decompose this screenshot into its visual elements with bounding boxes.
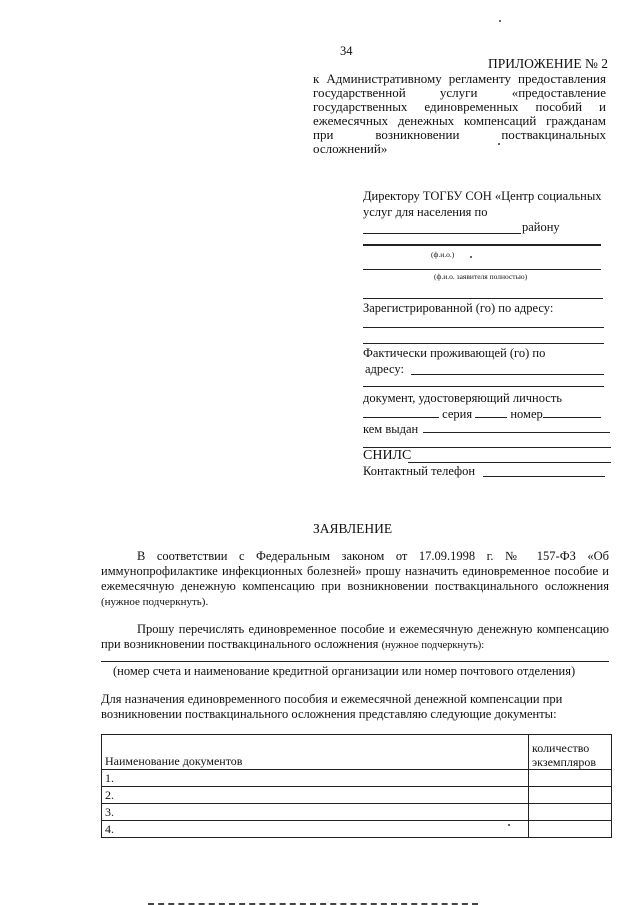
row-number: 1.: [102, 770, 529, 787]
registered-label: Зарегистрированной (го) по адресу:: [363, 301, 554, 315]
fio-line: [363, 244, 601, 246]
appendix-line: государственных единовременных пособий и: [313, 99, 606, 114]
appendix-line: государственной услуги «предоставление: [313, 85, 606, 100]
director-label: Директору ТОГБУ СОН «Центр социальных: [363, 189, 602, 203]
scan-speck: [470, 256, 472, 258]
header-copies-line: количество: [532, 741, 590, 755]
registered-address-line: [363, 343, 604, 344]
district-fill-line: [363, 233, 521, 234]
id-document-label: документ, удостоверяющий личность: [363, 391, 563, 405]
series-label: серия: [442, 407, 473, 421]
header-copies-line: экземпляров: [532, 755, 597, 769]
issued-by-label: кем выдан: [363, 422, 419, 436]
row-number: 4.: [102, 821, 529, 838]
statement-heading: ЗАЯВЛЕНИЕ: [313, 521, 393, 536]
paragraph-text: Прошу перечислять единовременное пособие и ежемесячную денежную компенсацию при возникновении поствакцинального осложнения: [101, 622, 609, 651]
account-hint: (номер счета и наименование кредитной организации или номер почтового отделения): [113, 664, 576, 678]
document-type-line: [363, 406, 439, 418]
statement-paragraph-1: [101, 549, 609, 610]
row-number: 3.: [102, 804, 529, 821]
snils-line: [408, 462, 611, 463]
appendix-line: к Административному регламенту предоставления: [313, 71, 606, 86]
registered-address-line: [363, 327, 604, 328]
copies-cell: [529, 787, 612, 804]
appendix-line: осложнений»: [313, 141, 388, 156]
documents-intro: Для назначения единовременного пособия и ежемесячной денежной компенсации при возникновении поствакцинального осложнения представляю следующие документы:: [101, 692, 563, 721]
blank-line: [363, 298, 603, 299]
applicant-fio-line: [363, 269, 601, 270]
appendix-text: [313, 72, 606, 156]
copies-cell: [529, 804, 612, 821]
phone-line: [483, 476, 605, 477]
header-copies: [529, 735, 612, 770]
appendix-line: при возникновении поствакцинальных: [313, 127, 606, 142]
number-label: номер: [510, 407, 543, 421]
appendix-line: ежемесячных денежных компенсаций гражданам: [313, 113, 606, 128]
phone-label: Контактный телефон: [363, 464, 476, 478]
actual-address-label: Фактически проживающей (го) по: [363, 346, 546, 360]
underline-note: (нужное подчеркнуть).: [101, 596, 209, 608]
issued-by-line: [423, 432, 610, 433]
account-line: [101, 661, 609, 662]
header-document-name: Наименование документов: [102, 735, 529, 770]
documents-table: [101, 734, 612, 838]
actual-address-line: [411, 374, 604, 375]
actual-address-line: [363, 386, 604, 387]
copies-cell: [529, 821, 612, 838]
table-header-row: [102, 735, 612, 770]
number-line: [543, 406, 601, 418]
id-document-fields: [363, 406, 601, 422]
snils-label: СНИЛС: [363, 448, 412, 463]
scan-speck: [508, 824, 510, 826]
paragraph-text: В соответствии с Федеральным законом от 17.09.1998 г. № 157-ФЗ «Об иммунопрофилактике инфекционных болезней» прошу назначить единовременное пособие и ежемесячную денежную компенсацию при возникновении поствакцинального осложнения: [101, 549, 609, 593]
statement-paragraph-2: [101, 622, 609, 653]
scan-speck: [499, 20, 501, 22]
copies-cell: [529, 770, 612, 787]
series-line: [475, 406, 507, 418]
services-label: услуг для населения по: [363, 205, 488, 219]
table-row: [102, 821, 612, 838]
applicant-fio-hint: (ф.и.о. заявителя полностью): [434, 272, 528, 281]
district-label: району: [522, 220, 560, 234]
table-row: [102, 804, 612, 821]
actual-address-label-2: адресу:: [365, 362, 404, 376]
appendix-title: ПРИЛОЖЕНИЕ № 2: [488, 56, 609, 71]
table-row: [102, 770, 612, 787]
underline-note: (нужное подчеркнуть):: [381, 640, 485, 651]
row-number: 2.: [102, 787, 529, 804]
table-row: [102, 787, 612, 804]
fio-hint: (ф.и.о.): [431, 250, 455, 259]
page-number: 34: [340, 44, 353, 58]
scan-speck: [498, 143, 500, 145]
